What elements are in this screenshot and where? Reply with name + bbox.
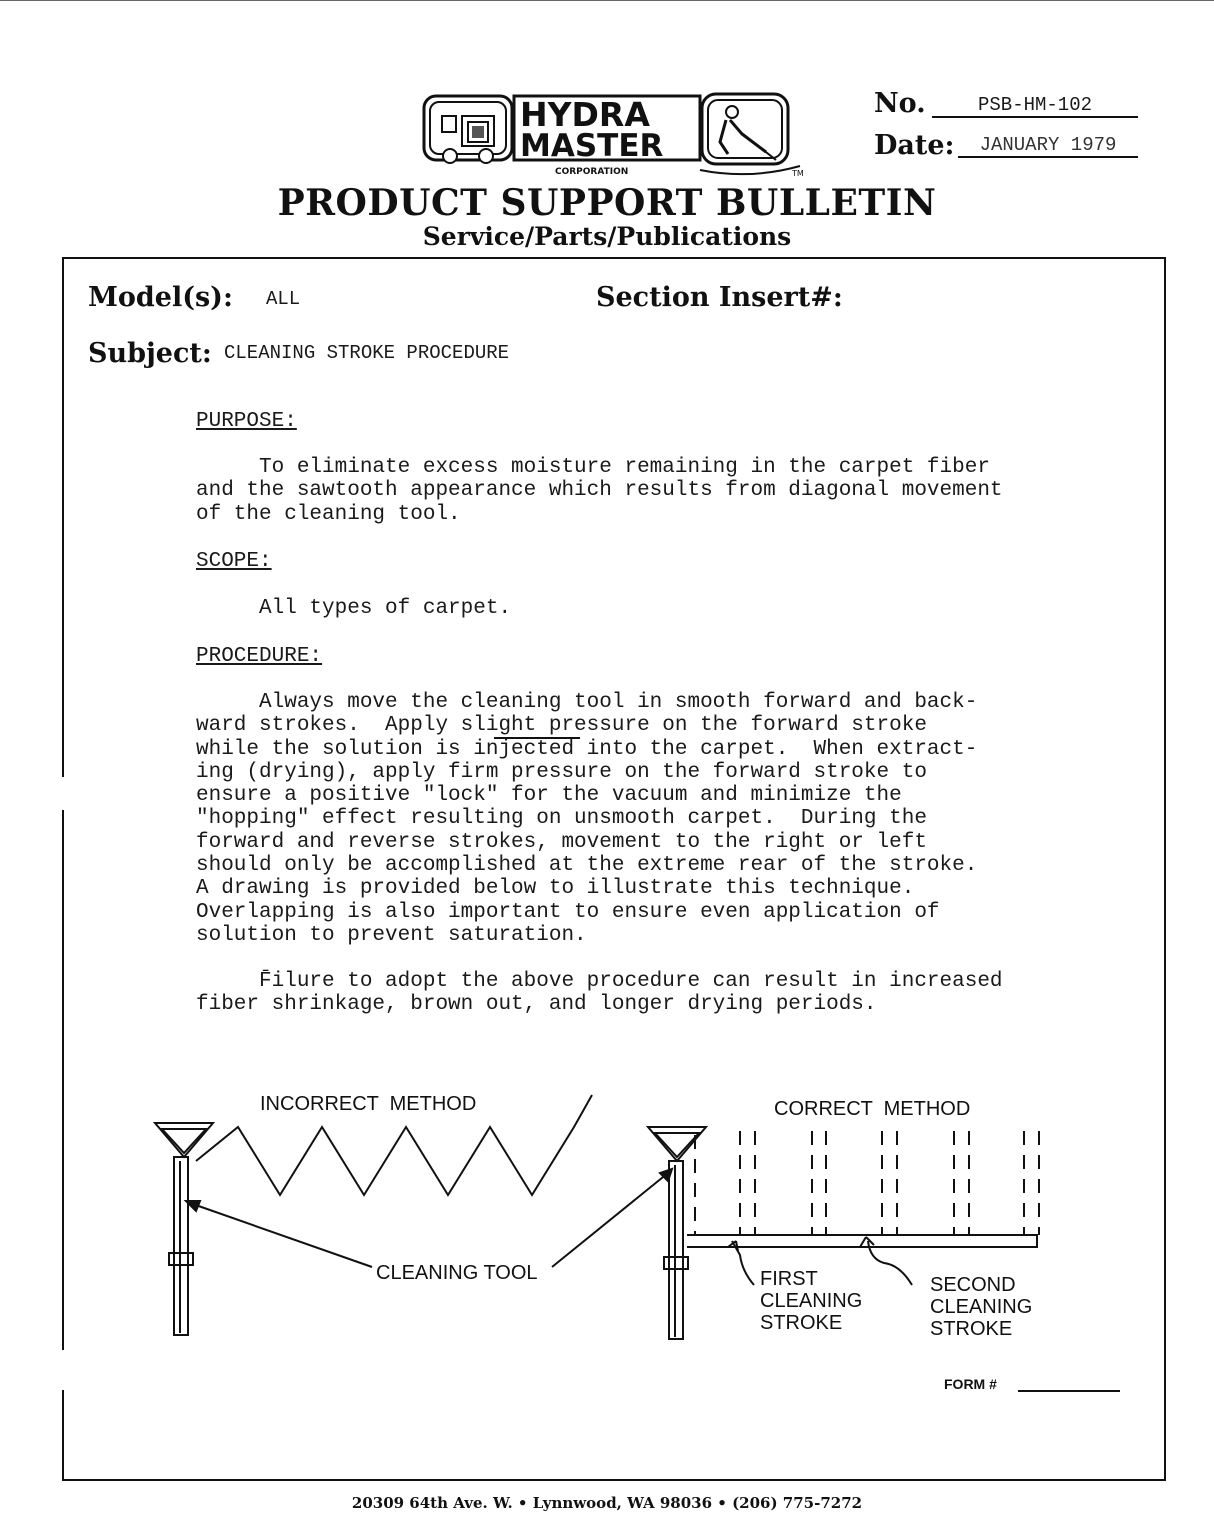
- scope-text: [196, 597, 511, 620]
- purpose-heading: PURPOSE:: [196, 410, 297, 433]
- purpose-line: To eliminate excess moisture remaining in the carpet fiber: [196, 456, 990, 479]
- stroke-pointers: [728, 1237, 912, 1285]
- purpose-text: [196, 456, 1003, 526]
- procedure-line: ing (drying), apply firm pressure on the forward stroke to: [196, 760, 927, 784]
- frame-left-edge-bottom: [62, 1390, 64, 1481]
- cleaning-tool-correct: [648, 1127, 706, 1339]
- second-stroke-label-2: CLEANING: [930, 1296, 1033, 1318]
- first-stroke-label-3: STROKE: [760, 1312, 843, 1334]
- scope-line: All types of carpet.: [196, 597, 512, 620]
- procedure-line: A drawing is provided below to illustrate this technique.: [196, 877, 915, 901]
- procedure-line: ensure a positive "lock" for the vacuum and minimize the: [196, 784, 902, 808]
- logo-trademark: TM: [792, 169, 804, 178]
- subject-label: Subject:: [88, 338, 212, 369]
- cleaning-stroke-diagram: [140, 1085, 1060, 1355]
- procedure-line: ward strokes. Apply slight pressure on the forward stroke: [196, 714, 927, 738]
- bulletin-number-label: No.: [874, 88, 926, 119]
- first-stroke-label-1: FIRST: [760, 1268, 818, 1290]
- date-label: Date:: [874, 130, 955, 161]
- procedure-heading: PROCEDURE:: [196, 645, 323, 668]
- correct-method-label: CORRECT METHOD: [774, 1098, 971, 1120]
- procedure-line: F̄ilure to adopt the above procedure can result in increased: [196, 970, 1003, 993]
- procedure-line: Overlapping is also important to ensure even application of: [196, 900, 940, 924]
- form-number-label: FORM #: [944, 1376, 997, 1392]
- scope-heading: SCOPE:: [196, 550, 272, 573]
- frame-left-edge-mid: [62, 810, 64, 1350]
- procedure-line: "hopping" effect resulting on unsmooth carpet. During the: [196, 807, 927, 831]
- second-stroke-label-3: STROKE: [930, 1318, 1013, 1340]
- procedure-line: fiber shrinkage, brown out, and longer drying periods.: [196, 993, 877, 1017]
- logo-line1: HYDRA: [520, 95, 650, 134]
- section-insert-label: Section Insert#:: [596, 282, 843, 313]
- frame-left-edge-top: [62, 257, 64, 777]
- purpose-line: of the cleaning tool.: [196, 502, 461, 526]
- models-label: Model(s):: [88, 282, 233, 313]
- second-stroke-label-1: SECOND: [930, 1274, 1016, 1296]
- procedure-paragraph-2: [196, 970, 1003, 1017]
- procedure-line: should only be accomplished at the extreme rear of the stroke.: [196, 854, 978, 878]
- procedure-line: Always move the cleaning tool in smooth forward and back-: [196, 691, 978, 714]
- bulletin-number-value: PSB-HM-102: [932, 94, 1138, 118]
- hydra-master-logo: [420, 90, 820, 180]
- logo-line3: CORPORATION: [555, 167, 629, 177]
- top-edge-rule: [0, 0, 1214, 1]
- parallel-strokes: [687, 1131, 1039, 1247]
- procedure-paragraph-1: [196, 691, 977, 947]
- procedure-line: solution to prevent saturation.: [196, 923, 587, 947]
- procedure-line: forward and reverse strokes, movement to the right or left: [196, 830, 927, 854]
- first-stroke-label-2: CLEANING: [760, 1290, 863, 1312]
- incorrect-method-label: INCORRECT METHOD: [260, 1093, 477, 1115]
- logo-line2: MASTER: [520, 128, 664, 164]
- bulletin-subtitle: Service/Parts/Publications: [422, 222, 792, 251]
- date-value: JANUARY 1979: [958, 134, 1138, 158]
- form-number-line: [1018, 1390, 1120, 1392]
- models-value: ALL: [266, 288, 301, 310]
- bulletin-title: PRODUCT SUPPORT BULLETIN: [277, 182, 937, 224]
- purpose-line: and the sawtooth appearance which results from diagonal movement: [196, 479, 1003, 503]
- cleaning-tool-label: CLEANING TOOL: [376, 1262, 538, 1284]
- procedure-line: while the solution is injected into the carpet. When extract-: [196, 737, 978, 761]
- footer-address: 20309 64th Ave. W. • Lynnwood, WA 98036 • (206) 775-7272: [351, 1494, 863, 1512]
- cleaning-tool-pointers: [186, 1169, 672, 1267]
- slight-underline: [494, 737, 580, 739]
- subject-value: CLEANING STROKE PROCEDURE: [224, 342, 510, 364]
